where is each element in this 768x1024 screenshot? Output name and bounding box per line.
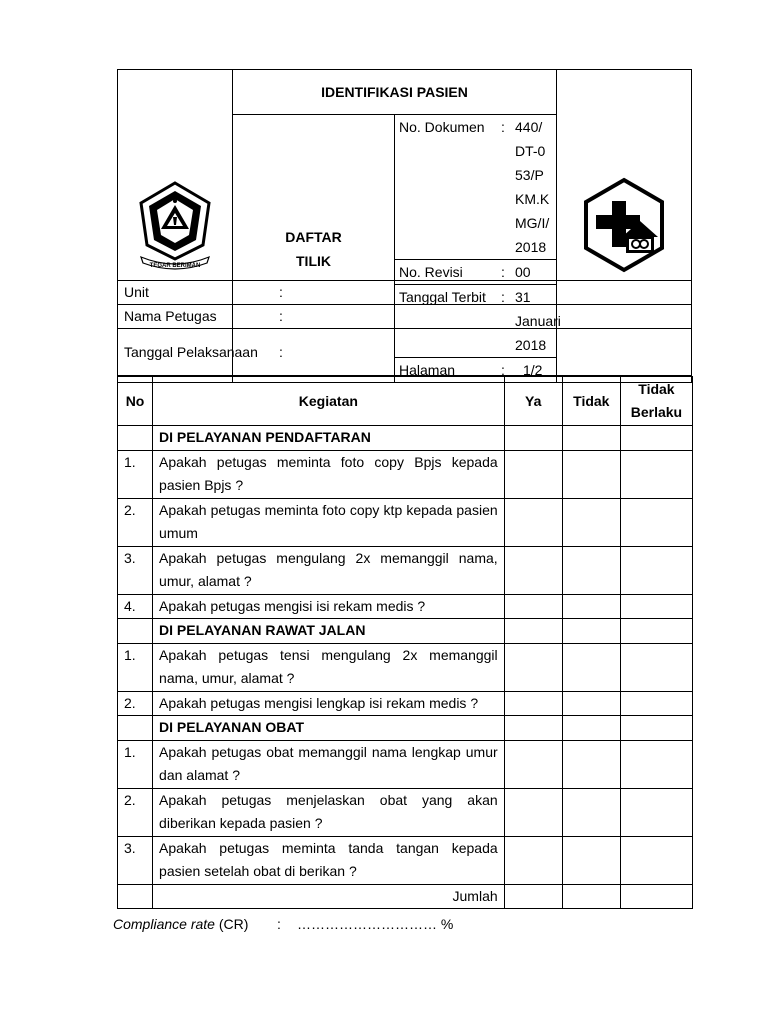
meta-value-text: 1/2 xyxy=(523,362,543,378)
meta-value-text: 440/DT-053/PKM.KMG/I/2018 xyxy=(515,119,550,255)
header-ya: Ya xyxy=(504,377,562,426)
item-text: Apakah petugas tensi mengulang 2x memanggil nama, umur, alamat ? xyxy=(153,643,505,691)
item-no: 2. xyxy=(118,691,153,716)
document-title: IDENTIFIKASI PASIEN xyxy=(233,70,557,115)
ya-checkbox-cell[interactable] xyxy=(504,450,562,498)
checklist-table xyxy=(117,376,693,909)
tanggal-pelaksanaan-colon: : xyxy=(273,329,692,376)
puskesmas-logo-icon xyxy=(582,177,666,273)
tidak-berlaku-checkbox-cell[interactable] xyxy=(620,788,692,836)
section-title: DI PELAYANAN OBAT xyxy=(153,716,505,741)
item-no: 1. xyxy=(118,450,153,498)
section-title: DI PELAYANAN PENDAFTARAN xyxy=(153,426,505,451)
checklist-item-row xyxy=(118,594,693,619)
document-type-line2: TILIK xyxy=(296,252,331,269)
tidak-berlaku-checkbox-cell[interactable] xyxy=(620,643,692,691)
item-text: Apakah petugas meminta foto copy Bpjs kepada pasien Bpjs ? xyxy=(153,450,505,498)
tidak-berlaku-checkbox-cell[interactable] xyxy=(620,691,692,716)
tidak-checkbox-cell[interactable] xyxy=(562,788,620,836)
compliance-rate-label: Compliance rate xyxy=(113,916,215,932)
tanggal-pelaksanaan-row xyxy=(118,329,692,376)
ya-checkbox-cell[interactable] xyxy=(504,788,562,836)
meta-label: No. Revisi xyxy=(395,260,499,285)
ya-checkbox-cell[interactable] xyxy=(504,740,562,788)
meta-value: 31 Januari 2018 xyxy=(511,285,556,358)
ya-checkbox-cell[interactable] xyxy=(504,836,562,884)
tidak-checkbox-cell[interactable] xyxy=(562,546,620,594)
tegar-beriman-emblem-icon xyxy=(135,179,215,271)
tidak-berlaku-checkbox-cell[interactable] xyxy=(620,498,692,546)
nama-petugas-label: Nama Petugas xyxy=(118,305,274,329)
header-no: No xyxy=(118,377,153,426)
meta-colon: : xyxy=(499,115,511,260)
item-text: Apakah petugas meminta foto copy ktp kepada pasien umum xyxy=(153,498,505,546)
meta-label: No. Dokumen xyxy=(395,115,499,260)
compliance-rate-value[interactable]: ………………………… % xyxy=(297,916,454,932)
unit-colon: : xyxy=(273,281,692,305)
meta-value: 00 xyxy=(511,260,556,285)
total-tidak-cell[interactable] xyxy=(562,884,620,909)
header-tidak: Tidak xyxy=(562,377,620,426)
item-no: 1. xyxy=(118,740,153,788)
meta-colon: : xyxy=(499,260,511,285)
document-type-line1: DAFTAR xyxy=(285,228,342,245)
tidak-checkbox-cell[interactable] xyxy=(562,619,620,644)
total-tidak-berlaku-cell[interactable] xyxy=(620,884,692,909)
tidak-berlaku-checkbox-cell[interactable] xyxy=(620,836,692,884)
ya-checkbox-cell[interactable] xyxy=(504,643,562,691)
section-row xyxy=(118,619,693,644)
compliance-rate-colon: : xyxy=(277,916,281,932)
ya-checkbox-cell[interactable] xyxy=(504,716,562,741)
item-no: 2. xyxy=(118,498,153,546)
item-text: Apakah petugas mengisi isi rekam medis ? xyxy=(153,594,505,619)
item-text: Apakah petugas menjelaskan obat yang akan diberikan kepada pasien ? xyxy=(153,788,505,836)
compliance-rate xyxy=(113,916,454,932)
checklist-item-row xyxy=(118,498,693,546)
item-no: 2. xyxy=(118,788,153,836)
meta-row-no-dokumen xyxy=(395,115,556,260)
checklist-item-row xyxy=(118,691,693,716)
ya-checkbox-cell[interactable] xyxy=(504,691,562,716)
item-no: 4. xyxy=(118,594,153,619)
tidak-checkbox-cell[interactable] xyxy=(562,450,620,498)
checklist-item-row xyxy=(118,788,693,836)
tanggal-pelaksanaan-label: Tanggal Pelaksanaan xyxy=(118,329,274,376)
total-label: Jumlah xyxy=(153,884,505,909)
unit-label: Unit xyxy=(118,281,274,305)
emblem-motto: TEGAR BERIMAN xyxy=(149,262,201,269)
meta-value xyxy=(511,115,556,260)
ya-checkbox-cell[interactable] xyxy=(504,426,562,451)
checklist-item-row xyxy=(118,450,693,498)
total-row xyxy=(118,884,693,909)
tidak-checkbox-cell[interactable] xyxy=(562,836,620,884)
item-text: Apakah petugas meminta tanda tangan kepada pasien setelah obat di berikan ? xyxy=(153,836,505,884)
checklist-item-row xyxy=(118,643,693,691)
item-text: Apakah petugas mengisi lengkap isi rekam medis ? xyxy=(153,691,505,716)
ya-checkbox-cell[interactable] xyxy=(504,619,562,644)
section-no xyxy=(118,619,153,644)
tidak-checkbox-cell[interactable] xyxy=(562,498,620,546)
ya-checkbox-cell[interactable] xyxy=(504,498,562,546)
header-tidak-berlaku: Tidak Berlaku xyxy=(620,377,692,426)
checklist-item-row xyxy=(118,740,693,788)
meta-colon: : xyxy=(499,285,511,358)
unit-row xyxy=(118,281,692,305)
tidak-berlaku-checkbox-cell[interactable] xyxy=(620,740,692,788)
nama-petugas-row xyxy=(118,305,692,329)
compliance-rate-abbr: (CR) xyxy=(214,916,249,932)
nama-petugas-colon: : xyxy=(273,305,692,329)
checklist-item-row xyxy=(118,546,693,594)
total-ya-cell[interactable] xyxy=(504,884,562,909)
tidak-berlaku-checkbox-cell[interactable] xyxy=(620,450,692,498)
checklist-header-row xyxy=(118,377,693,426)
tidak-berlaku-checkbox-cell[interactable] xyxy=(620,716,692,741)
header-kegiatan: Kegiatan xyxy=(153,377,505,426)
meta-label: Tanggal Terbit xyxy=(395,285,499,358)
item-no: 1. xyxy=(118,643,153,691)
item-text: Apakah petugas mengulang 2x memanggil nama, umur, alamat ? xyxy=(153,546,505,594)
section-no xyxy=(118,716,153,741)
tidak-berlaku-checkbox-cell[interactable] xyxy=(620,426,692,451)
meta-colon: : xyxy=(501,362,505,378)
tidak-checkbox-cell[interactable] xyxy=(562,426,620,451)
unit-info xyxy=(117,280,692,376)
section-no xyxy=(118,426,153,451)
ya-checkbox-cell[interactable] xyxy=(504,594,562,619)
item-no: 3. xyxy=(118,546,153,594)
ya-checkbox-cell[interactable] xyxy=(504,546,562,594)
tidak-berlaku-checkbox-cell[interactable] xyxy=(620,594,692,619)
checklist-item-row xyxy=(118,836,693,884)
tidak-berlaku-checkbox-cell[interactable] xyxy=(620,619,692,644)
tidak-berlaku-checkbox-cell[interactable] xyxy=(620,546,692,594)
tidak-checkbox-cell[interactable] xyxy=(562,716,620,741)
item-no: 3. xyxy=(118,836,153,884)
meta-label: Halaman xyxy=(399,362,456,378)
tidak-checkbox-cell[interactable] xyxy=(562,643,620,691)
tidak-checkbox-cell[interactable] xyxy=(562,740,620,788)
section-row xyxy=(118,426,693,451)
tidak-checkbox-cell[interactable] xyxy=(562,691,620,716)
item-text: Apakah petugas obat memanggil nama lengkap umur dan alamat ? xyxy=(153,740,505,788)
tidak-checkbox-cell[interactable] xyxy=(562,594,620,619)
section-row xyxy=(118,716,693,741)
total-no xyxy=(118,884,153,909)
section-title: DI PELAYANAN RAWAT JALAN xyxy=(153,619,505,644)
